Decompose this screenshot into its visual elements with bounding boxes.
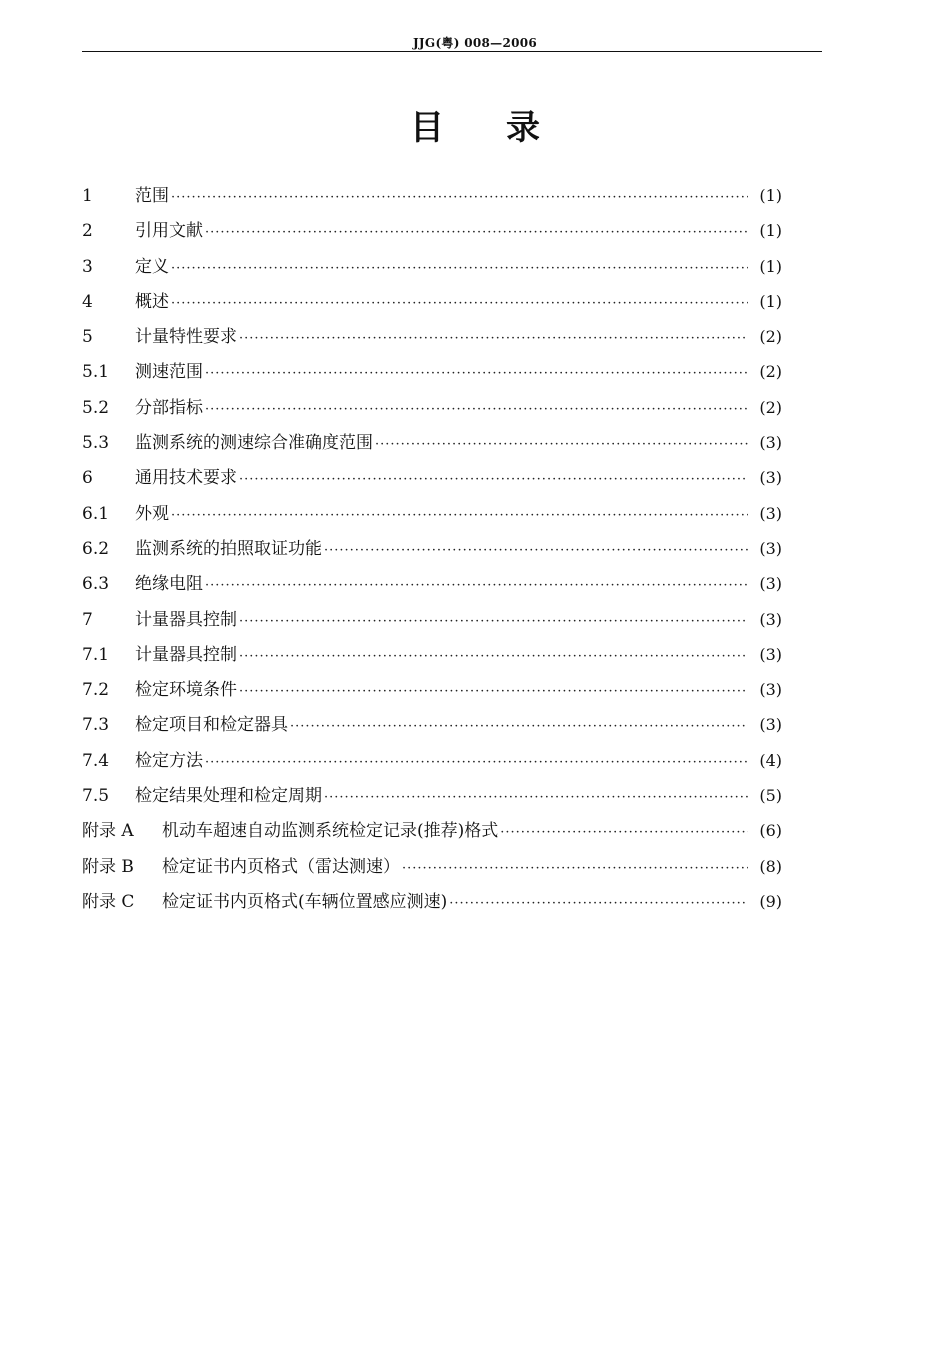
toc-entry-label: 外观	[135, 503, 169, 524]
toc-entry-label: 检定方法	[135, 750, 203, 771]
toc-dot-leader	[171, 190, 748, 205]
toc-entry-label: 检定证书内页格式(车辆位置感应测速)	[162, 891, 448, 912]
toc-entry-number: 6.2	[82, 538, 110, 559]
toc-dot-leader	[171, 296, 748, 311]
toc-entry-number: 7.2	[82, 680, 110, 701]
toc-entry-page: (3)	[759, 574, 782, 594]
toc-entry-label: 测速范围	[135, 362, 203, 383]
toc-entry-number: 6.3	[82, 574, 110, 595]
toc-entry-page: (1)	[759, 221, 782, 241]
toc-dot-leader	[375, 437, 748, 452]
toc-dot-leader	[205, 225, 748, 240]
toc-entry-page: (3)	[759, 503, 782, 523]
toc-entry[interactable]	[82, 887, 782, 922]
toc-entry[interactable]	[82, 710, 782, 745]
toc-entry-number: 附录 A	[82, 821, 134, 842]
toc-entry-number: 7.1	[82, 644, 110, 665]
toc-entry-page: (2)	[759, 327, 782, 347]
toc-entry[interactable]	[82, 569, 782, 604]
toc-entry-page: (1)	[759, 186, 782, 205]
toc-entry-number: 5.2	[82, 397, 110, 418]
toc-entry-number: 6	[82, 468, 93, 489]
toc-entry-label: 定义	[135, 256, 169, 277]
toc-dot-leader	[239, 472, 748, 487]
toc-entry-label: 计量器具控制	[135, 609, 237, 630]
toc-entry-page: (6)	[759, 821, 782, 841]
toc-entry-page: (3)	[759, 680, 782, 700]
toc-entry-page: (1)	[759, 291, 782, 311]
toc-entry-number: 7.5	[82, 786, 110, 807]
running-header: JJG(粤) 008—2006	[412, 36, 538, 50]
toc-entry-page: (3)	[759, 609, 782, 629]
toc-entry-number: 3	[82, 256, 93, 277]
toc-entry-label: 检定结果处理和检定周期	[135, 786, 322, 807]
toc-entry-number: 5.1	[82, 362, 110, 383]
toc-entry-number: 7.4	[82, 750, 110, 771]
toc-dot-leader	[500, 825, 748, 840]
toc-entry[interactable]	[82, 252, 782, 287]
toc-entry[interactable]	[82, 746, 782, 781]
toc-entry-page: (3)	[759, 468, 782, 488]
toc-dot-leader	[239, 614, 748, 629]
toc-entry-page: (2)	[759, 397, 782, 417]
toc-entry-label: 监测系统的拍照取证功能	[135, 538, 322, 559]
toc-entry[interactable]	[82, 428, 782, 463]
toc-dot-leader	[324, 543, 748, 558]
toc-entry[interactable]	[82, 499, 782, 534]
toc-entry-page: (4)	[759, 750, 782, 770]
toc-dot-leader	[290, 719, 748, 734]
toc-entry[interactable]	[82, 216, 782, 251]
toc-entry[interactable]	[82, 781, 782, 816]
toc-dot-leader	[239, 684, 748, 699]
toc-dot-leader	[205, 366, 748, 381]
toc-entry-page: (3)	[759, 538, 782, 558]
toc-entry-label: 检定项目和检定器具	[135, 715, 288, 736]
toc-entry-page: (2)	[759, 362, 782, 382]
toc-entry[interactable]	[82, 287, 782, 322]
toc-entry-label: 计量器具控制	[135, 644, 237, 665]
toc-entry-label: 分部指标	[135, 397, 203, 418]
toc-entry-page: (5)	[759, 786, 782, 806]
toc-entry-label: 检定环境条件	[135, 680, 237, 701]
toc-dot-leader	[449, 896, 748, 911]
toc-entry-number: 4	[82, 291, 93, 312]
toc-entry[interactable]	[82, 852, 782, 887]
toc-entry[interactable]	[82, 816, 782, 851]
toc-entry[interactable]	[82, 463, 782, 498]
toc-entry-number: 附录 C	[82, 891, 135, 912]
toc-dot-leader	[239, 649, 748, 664]
toc-entry-page: (9)	[759, 891, 782, 911]
toc-entry-label: 绝缘电阻	[135, 574, 203, 595]
toc-dot-leader	[205, 755, 748, 770]
toc-dot-leader	[171, 508, 748, 523]
toc-entry-label: 概述	[135, 291, 169, 312]
toc-dot-leader	[239, 331, 748, 346]
toc-entry-number: 5.3	[82, 433, 110, 454]
toc-entry-label: 引用文献	[135, 221, 203, 242]
toc-entry[interactable]	[82, 640, 782, 675]
toc-entry-page: (3)	[759, 433, 782, 453]
toc-dot-leader	[171, 261, 748, 276]
toc-entry-number: 6.1	[82, 503, 110, 524]
toc-entry[interactable]	[82, 181, 782, 216]
toc-entry[interactable]	[82, 393, 782, 428]
page-title: 目录	[410, 108, 602, 148]
toc-entry[interactable]	[82, 534, 782, 569]
toc-entry-label: 检定证书内页格式（雷达测速）	[162, 856, 400, 877]
toc-entry[interactable]	[82, 605, 782, 640]
toc-entry-label: 通用技术要求	[135, 468, 237, 489]
toc-entry-page: (1)	[759, 256, 782, 276]
toc-entry-page: (3)	[759, 644, 782, 664]
toc-entry[interactable]	[82, 322, 782, 357]
toc-entry-page: (8)	[759, 856, 782, 876]
toc-entry[interactable]	[82, 675, 782, 710]
toc-entry-number: 7	[82, 609, 93, 630]
toc-dot-leader	[324, 790, 748, 805]
toc-entry-number: 1	[82, 186, 93, 206]
toc-entry-label: 范围	[135, 186, 169, 206]
toc-entry-number: 附录 B	[82, 856, 134, 877]
toc-entry[interactable]	[82, 357, 782, 392]
toc-entry-label: 计量特性要求	[135, 327, 237, 348]
toc-entry-number: 5	[82, 327, 93, 348]
toc-entry-number: 2	[82, 221, 93, 242]
toc-entry-label: 监测系统的测速综合准确度范围	[135, 433, 373, 454]
toc-entry-page: (3)	[759, 715, 782, 735]
toc-entry-number: 7.3	[82, 715, 110, 736]
table-of-contents	[82, 181, 782, 922]
toc-entry-label: 机动车超速自动监测系统检定记录(推荐)格式	[162, 821, 499, 842]
toc-dot-leader	[402, 861, 748, 876]
toc-dot-leader	[205, 578, 748, 593]
header-rule	[82, 51, 822, 52]
toc-dot-leader	[205, 402, 748, 417]
